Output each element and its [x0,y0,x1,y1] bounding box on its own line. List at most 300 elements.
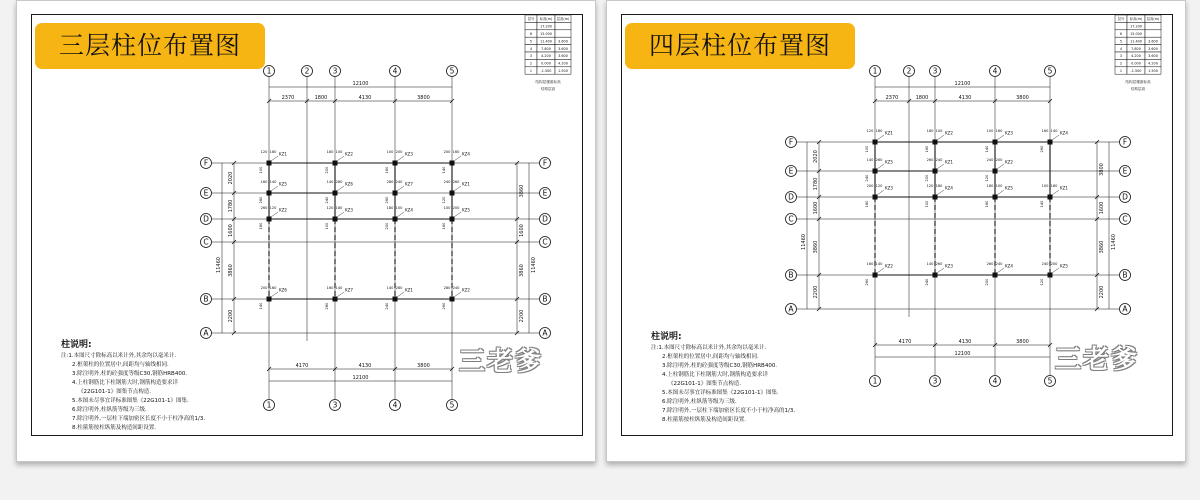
column-dim: 180 [269,150,277,154]
table-cell-text: 1 [529,69,533,73]
table-cell-text: -1.500 [1130,69,1142,73]
dimension-value: 4130 [958,95,972,101]
column-leader [454,186,461,191]
column-dim: 200 [452,206,460,210]
column-dim: 160 [1041,129,1049,133]
column-dim: 140 [985,145,989,153]
column-mark [1048,140,1053,145]
column-leader [937,164,944,169]
axis-label: E [542,188,548,198]
column-dim: 100 [935,129,943,133]
column-leader [337,292,344,297]
column-dim: 180 [986,184,994,188]
column-dim: 160 [326,286,334,290]
table-cell-text: 6 [1119,32,1123,36]
note-line: 5.本图未尽事宜详标准图集《22G101-1》图集. [662,390,779,396]
column-label: KZ5 [1060,263,1068,269]
column-dim: 100 [1041,184,1049,188]
table-cell-text: 标高(m) [539,17,553,22]
column-dim: 240 [385,302,389,310]
note-line: 《22G101-1》图集节点构造. [78,389,151,395]
axis-label: C [1122,214,1128,224]
column-dim: 160 [269,286,277,290]
column-dim: 160 [385,166,389,174]
column-label: KZ4 [462,151,470,157]
column-mark [450,297,455,302]
column-dim: 240 [935,158,943,162]
notes-heading: 柱说明: [61,340,92,350]
column-dim: 100 [995,184,1003,188]
dimension-value: 3860 [519,264,525,277]
column-label: KZ4 [945,185,953,191]
column-dim: 160 [452,150,460,154]
table-cell-text: 1.500 [558,69,568,73]
column-label: KZ3 [1005,130,1013,136]
plan-sheet-third-floor [16,0,596,462]
dimension-value: 1600 [519,224,525,237]
column-dim: 180 [259,222,263,230]
dimension-value: 3860 [813,240,819,254]
note-line: 7.除注明外,一层柱下端加密区长度不小于柱净高的1/3. [72,416,206,422]
column-dim: 180 [326,150,334,154]
column-label: KZ4 [1060,130,1068,136]
column-dim: 240 [325,196,329,204]
column-mark [267,297,272,302]
column-leader [1052,190,1059,195]
column-leader [454,292,461,297]
axis-label: 4 [992,376,998,386]
column-dim: 100 [259,166,263,174]
table-cell-text: 4.200 [558,61,568,66]
column-leader [337,212,344,217]
axis-label: 5 [1047,66,1053,76]
column-dim: 140 [1040,200,1044,208]
axis-label: D [1122,192,1128,202]
table-caption: 结构层高 [540,87,556,92]
column-dim: 260 [442,302,446,310]
column-label: KZ3 [405,151,413,157]
column-mark [933,195,938,200]
table-cell-text: 11.400 [540,39,552,44]
column-leader [877,135,884,140]
axis-label: 1 [266,66,272,76]
column-dim: 260 [865,278,869,286]
column-dim: 240 [395,180,403,184]
axis-label: 4 [392,66,398,76]
axis-label: 5 [1047,376,1053,386]
axis-label: A [788,304,794,314]
note-line: 3.除注明外,柱的砼强度等级C30,钢筋HRB400. [662,363,778,369]
column-dim: 140 [269,180,277,184]
column-label: KZ5 [462,207,470,213]
table-caption: 结构层楼面标高 [1125,80,1151,85]
column-dim: 140 [1050,129,1058,133]
column-leader [1052,135,1059,140]
column-label: KZ1 [1060,185,1068,191]
column-dim: 120 [442,196,446,204]
table-cell-text: 1.500 [1148,69,1158,73]
column-label: KZ2 [462,287,470,293]
column-label: KZ2 [1005,159,1013,165]
dimension-total: 12100 [954,81,971,87]
dimension-value: 1600 [228,224,234,237]
column-label: KZ1 [405,287,413,293]
page-title: 四层柱位布置图 [625,23,855,69]
note-line: 5.本图未尽事宜详标准图集《22G101-1》图集. [72,398,189,404]
column-mark [267,217,272,222]
table-cell-text: 11.400 [1130,39,1142,44]
column-dim: 260 [986,262,994,266]
axis-label: D [542,214,548,224]
axis-label: F [203,158,209,168]
axis-label: E [1122,166,1128,176]
dimension-value: 2020 [228,171,234,185]
dimension-total: 11460 [531,257,537,273]
column-label: KZ6 [345,181,353,187]
dimension-value: 3800 [417,95,430,101]
table-cell-text: 层高(m) [556,17,570,22]
column-leader [454,156,461,161]
dimension-value: 2370 [281,95,295,101]
axis-label: F [542,158,548,168]
column-dim: 100 [325,222,329,230]
column-leader [397,156,404,161]
table-cell-text: 7.800 [1131,46,1141,51]
column-dim: 260 [385,196,389,204]
column-dim: 260 [260,206,268,210]
table-cell-text: 7.800 [541,46,551,51]
table-cell-text: 6 [529,32,533,36]
table-cell-text: 17.200 [540,24,552,29]
column-dim: 140 [335,286,343,290]
column-label: KZ5 [1005,185,1013,191]
watermark-logo: 三老爹 [459,347,544,377]
page-title: 三层柱位布置图 [35,23,265,69]
note-line: 2.框架柱的位置居中,间距均与轴线相同. [72,362,169,368]
table-cell [555,30,571,37]
column-label: KZ5 [279,181,287,187]
table-cell-text: 5 [529,39,533,44]
column-leader [337,156,344,161]
dimension-value: 4130 [358,95,372,101]
column-dim: 260 [935,262,943,266]
dimension-value: 4130 [358,363,372,369]
table-cell-text: 0.000 [1131,61,1141,66]
table-cell-text: 0.000 [541,61,551,66]
dimension-total: 12100 [352,375,369,381]
column-dim: 180 [335,206,343,210]
dimension-value: 3800 [1099,163,1105,176]
column-dim: 260 [926,158,934,162]
note-line: 6.除注明外,柱纵筋等级为三级. [72,407,147,413]
column-dim: 180 [926,129,934,133]
table-cell-text: 2 [529,61,533,66]
column-dim: 260 [875,158,883,162]
table-cell-text: 15.000 [1130,32,1142,36]
axis-label: C [203,237,209,247]
axis-label: 1 [266,400,272,410]
axis-label: F [788,137,794,147]
dimension-value: 3860 [228,264,234,277]
axis-label: B [203,294,209,304]
column-dim: 180 [865,200,869,208]
table-cell-text: 3.600 [558,46,568,51]
column-dim: 140 [326,180,334,184]
column-label: KZ1 [945,159,953,165]
dimension-total: 11460 [801,234,807,250]
dimension-value: 1800 [915,95,929,101]
table-cell-text: 4.200 [1148,61,1158,66]
table-cell-text: 4 [529,46,533,51]
column-dim: 280 [335,180,343,184]
table-cell-text: 2 [1119,61,1123,66]
table-cell [1145,30,1161,37]
column-mark [267,161,272,166]
note-line: 注:1.本图尺寸除标高以米计外,其余均以毫米计. [61,353,177,359]
table-cell-text: 17.200 [1130,24,1142,29]
column-dim: 240 [443,180,451,184]
column-mark [993,169,998,174]
column-mark [333,297,338,302]
column-dim: 120 [926,184,934,188]
column-dim: 100 [386,150,394,154]
axis-label: C [542,237,548,247]
watermark-logo: 三老爹 [1055,345,1140,375]
column-mark [993,140,998,145]
note-line: 8.柱箍筋按柱纵筋及构造间距设置. [72,425,156,431]
column-dim: 120 [985,174,989,182]
column-label: KZ4 [405,207,413,213]
column-mark [393,297,398,302]
column-label: KZ4 [1005,263,1013,269]
column-dim: 200 [1050,262,1058,266]
axis-label: A [203,328,209,338]
dimension-value: 3800 [417,363,430,369]
table-cell-text: 3 [1119,54,1123,59]
column-label: KZ7 [345,287,353,293]
column-dim: 280 [386,180,394,184]
column-label: KZ3 [945,263,953,269]
dimension-value: 4170 [898,339,912,345]
column-leader [397,186,404,191]
column-dim: 240 [925,278,929,286]
column-dim: 100 [986,129,994,133]
axis-label: E [203,188,209,198]
column-mark [1048,195,1053,200]
axis-label: A [542,328,548,338]
column-dim: 240 [865,174,869,182]
column-mark [933,140,938,145]
dimension-value: 4130 [958,339,972,345]
column-leader [877,190,884,195]
table-cell [525,22,537,29]
dimension-value: 4170 [295,363,309,369]
column-dim: 100 [865,145,869,153]
dimension-value: 2200 [228,309,234,323]
dimension-total: 12100 [954,351,971,357]
table-cell-text: 3.600 [1148,39,1158,44]
column-mark [393,161,398,166]
column-dim: 200 [395,150,403,154]
note-line: 注:1.本图尺寸除标高以米计外,其余均以毫米计. [651,345,767,351]
axis-label: D [203,214,209,224]
column-dim: 120 [269,206,277,210]
column-leader [397,212,404,217]
axis-label: 4 [392,400,398,410]
dimension-value: 2020 [813,150,819,163]
column-leader [337,186,344,191]
dimension-value: 3800 [1016,339,1029,345]
column-dim: 140 [926,262,934,266]
column-dim: 140 [386,286,394,290]
column-label: KZ2 [945,130,953,136]
column-dim: 240 [986,158,994,162]
dimension-value: 2370 [885,95,899,101]
column-dim: 180 [875,129,883,133]
column-label: KZ3 [885,185,893,191]
column-mark [393,217,398,222]
column-leader [271,186,278,191]
column-label: KZ2 [885,263,893,269]
column-leader [271,156,278,161]
table-cell-text: 15.000 [540,32,552,36]
table-caption: 结构层高 [1130,87,1146,92]
table-cell-text: 5 [1119,39,1123,44]
axis-label: 3 [932,376,938,386]
note-line: 6.除注明外,柱纵筋等级为三级. [662,399,737,405]
axis-label: F [1122,137,1128,147]
column-mark [450,217,455,222]
axis-label: 2 [906,66,912,76]
dimension-value: 1780 [813,177,819,191]
note-line: 2.框架柱的位置居中,间距均与轴线相同. [662,354,759,360]
column-mark [333,161,338,166]
table-cell [1115,22,1127,29]
column-dim: 140 [442,166,446,174]
column-dim: 160 [925,145,929,153]
axis-label: B [1122,270,1128,280]
column-mark [873,195,878,200]
table-cell-text: 层号 [527,17,535,22]
column-dim: 240 [1041,262,1049,266]
column-dim: 160 [442,222,446,230]
column-mark [933,169,938,174]
axis-label: E [788,166,794,176]
column-leader [937,135,944,140]
column-dim: 180 [935,184,943,188]
table-cell [1145,22,1161,29]
column-dim: 160 [985,200,989,208]
column-dim: 180 [386,206,394,210]
column-dim: 240 [452,286,460,290]
table-cell-text: 3.600 [1148,54,1158,59]
column-notes [61,341,205,433]
table-cell-text: 1 [1119,69,1123,73]
axis-label: 1 [872,376,878,386]
plan-sheet-fourth-floor [606,0,1186,462]
table-cell-text: 3 [529,54,533,59]
table-cell-text: 3.600 [558,39,568,44]
column-dim: 240 [995,262,1003,266]
dimension-value: 2200 [813,285,819,299]
table-cell [555,22,571,29]
column-dim: 160 [260,180,268,184]
column-dim: 120 [866,129,874,133]
dimension-value: 3800 [1016,95,1029,101]
column-label: KZ1 [462,181,470,187]
column-dim: 160 [1050,184,1058,188]
column-dim: 280 [259,196,263,204]
column-dim: 280 [395,286,403,290]
column-leader [271,212,278,217]
column-dim: 120 [260,150,268,154]
column-mark [450,161,455,166]
axis-label: B [542,294,548,304]
column-dim: 140 [875,262,883,266]
column-dim: 260 [452,180,460,184]
column-leader [997,164,1004,169]
column-dim: 200 [443,150,451,154]
table-cell-text: 标高(m) [1129,17,1143,22]
axis-label: A [1122,304,1128,314]
table-cell-text: 层高(m) [1146,17,1160,22]
column-leader [397,292,404,297]
column-dim: 280 [443,286,451,290]
column-dim: 200 [325,166,329,174]
column-label: KZ1 [885,130,893,136]
column-mark [393,191,398,196]
table-cell-text: 4.200 [1131,54,1141,59]
column-dim: 100 [443,206,451,210]
dimension-value: 1800 [314,95,328,101]
column-notes [651,333,795,425]
column-dim: 100 [395,206,403,210]
column-dim: 200 [866,184,874,188]
note-line: 《22G101-1》图集节点构造. [668,381,741,387]
column-label: KZ7 [405,181,413,187]
column-label: KZ5 [885,159,893,165]
column-label: KZ1 [279,151,287,157]
column-leader [997,268,1004,273]
dimension-value: 3860 [1099,240,1105,254]
axis-label: 3 [332,66,338,76]
column-dim: 140 [259,302,263,310]
dimension-value: 1600 [813,201,819,215]
dimension-value: 3860 [519,184,525,198]
column-dim: 280 [325,302,329,310]
axis-label: 1 [872,66,878,76]
column-leader [271,292,278,297]
axis-label: 5 [449,66,455,76]
column-dim: 200 [995,158,1003,162]
column-mark [873,169,878,174]
column-leader [877,268,884,273]
note-line: 3.除注明外,柱的砼强度等级C30,钢筋HRB400. [72,371,188,377]
column-leader [997,135,1004,140]
notes-heading: 柱说明: [651,332,682,342]
axis-label: 5 [449,400,455,410]
axis-label: 2 [304,66,310,76]
note-line: 7.除注明外,一层柱下端加密区长度不小于柱净高的1/3. [662,408,796,414]
table-cell-text: 3.600 [558,54,568,59]
column-dim: 260 [1040,145,1044,153]
table-cell-text: 层号 [1117,17,1125,22]
axis-label: B [788,270,794,280]
dimension-total: 11460 [1111,234,1117,250]
column-dim: 200 [925,174,929,182]
dimension-value: 2200 [1099,285,1105,299]
column-mark [267,191,272,196]
